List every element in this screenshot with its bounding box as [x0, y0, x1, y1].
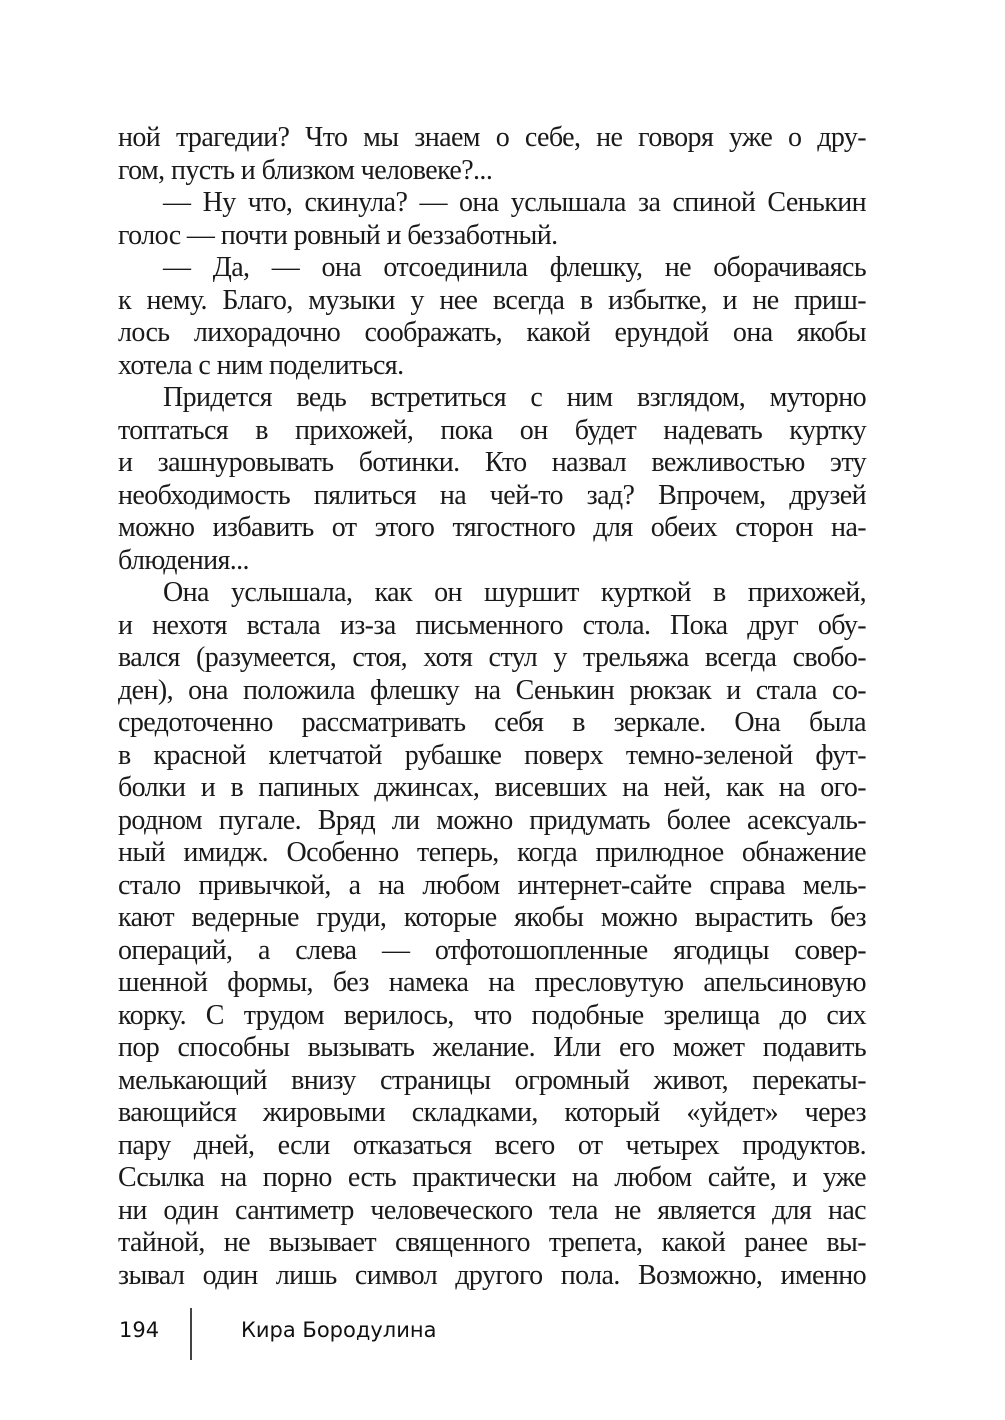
text-line: тайной, не вызывает священного трепета, какой ранее вы-: [118, 1227, 866, 1258]
text-line: голос — почти ровный и беззаботный.: [118, 219, 558, 251]
text-line: вающийся жировыми складками, который «уйдет» через: [118, 1097, 866, 1128]
paragraph-first-line: Она услышала, как он шуршит курткой в прихожей,: [163, 577, 866, 608]
text-line: к нему. Благо, музыки у нее всегда в избытке, и не приш-: [118, 284, 866, 316]
text-line: корку. С трудом верилось, что подобные зрелища до сих: [118, 999, 866, 1031]
footer-divider: [190, 1308, 192, 1360]
paragraph-first-line: Придется ведь встретиться с ним взглядом, муторно: [163, 382, 866, 413]
text-line: болки и в папиных джинсах, висевших на ней, как на ого-: [118, 772, 866, 803]
text-line: лось лихорадочно соображать, какой ерундой она якобы: [118, 317, 866, 348]
text-line: в красной клетчатой рубашке поверх темно-зеленой фут-: [118, 739, 866, 771]
body-text: [118, 122, 866, 1292]
text-line: Ссылка на порно есть практически на любом сайте, и уже: [118, 1162, 866, 1193]
text-line: мелькающий внизу страницы огромный живот, перекаты-: [118, 1064, 866, 1096]
paragraph-first-line: — Ну что, скинула? — она услышала за спиной Сенькин: [163, 187, 866, 218]
page-footer: [0, 1300, 1005, 1380]
author-name: Кира Бородулина: [241, 1318, 437, 1342]
text-line: топтаться в прихожей, пока он будет надевать куртку: [118, 414, 866, 446]
text-line: и зашнуровывать ботинки. Кто назвал вежливостью эту: [118, 447, 866, 478]
text-line: средоточенно рассматривать себя в зеркале. Она была: [118, 707, 866, 738]
text-line: можно избавить от этого тягостного для обеих сторон на-: [118, 512, 866, 543]
text-line: зывал один лишь символ другого пола. Возможно, именно: [118, 1259, 866, 1291]
text-line: ни один сантиметр человеческого тела не является для нас: [118, 1194, 866, 1226]
text-line: операций, а слева — отфотошопленные ягодицы совер-: [118, 934, 866, 966]
text-line: хотела с ним поделиться.: [118, 349, 404, 381]
paragraph-first-line: — Да, — она отсоединила флешку, не оборачиваясь: [163, 252, 866, 283]
text-line: ден), она положила флешку на Сенькин рюкзак и стала со-: [118, 674, 866, 706]
text-line: ный имидж. Особенно теперь, когда прилюдное обнажение: [118, 837, 866, 868]
text-line: родном пугале. Вряд ли можно придумать более асексуаль-: [118, 804, 866, 836]
text-line: шенной формы, без намека на пресловутую апельсиновую: [118, 967, 866, 998]
text-line: необходимость пялиться на чей-то зад? Впрочем, друзей: [118, 479, 866, 511]
text-line: кают ведерные груди, которые якобы можно вырастить без: [118, 902, 866, 933]
text-line: пару дней, если отказаться всего от четырех продуктов.: [118, 1129, 866, 1161]
text-line: стало привычкой, а на любом интернет-сайте справа мель-: [118, 869, 866, 901]
text-line: блюдения...: [118, 544, 249, 576]
text-line: пор способны вызывать желание. Или его может подавить: [118, 1032, 866, 1063]
page-number: 194: [119, 1318, 160, 1342]
text-line: ной трагедии? Что мы знаем о себе, не говоря уже о дру-: [118, 122, 866, 153]
text-line: вался (разумеется, стоя, хотя стул у трельяжа всегда свобо-: [118, 642, 866, 673]
text-line: и нехотя встала из-за письменного стола. Пока друг обу-: [118, 609, 866, 641]
text-line: гом, пусть и близком человеке?...: [118, 154, 493, 186]
